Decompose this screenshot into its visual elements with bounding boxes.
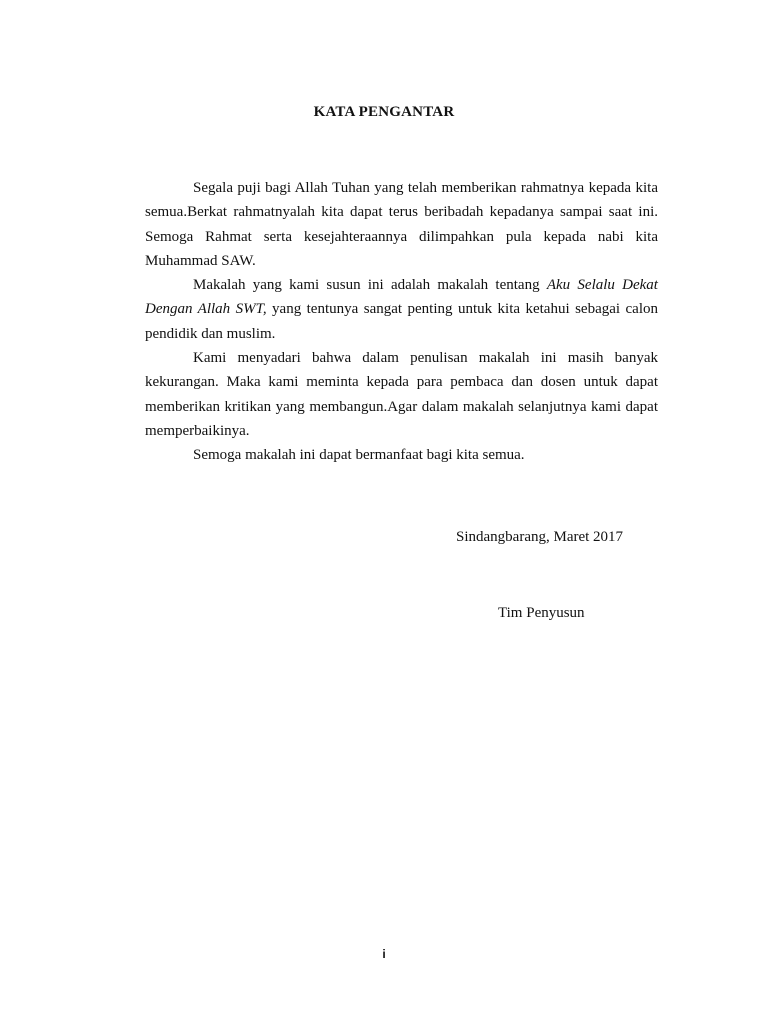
page-number: i <box>382 947 386 961</box>
paragraph-2-after: yang tentunya sangat penting untuk kita ketahui sebagai calon pendidik dan muslim. <box>145 301 658 342</box>
paragraph-3: Kami menyadari bahwa dalam penulisan makalah ini masih banyak kekurangan. Maka kami meminta kepada para pembaca dan dosen untuk dapat memberikan kritikan yang membangun.Agar dalam makalah selanjutnya kami dapat memperbaikinya. <box>145 350 658 439</box>
paragraph-1: Segala puji bagi Allah Tuhan yang telah memberikan rahmatnya kepada kita semua.Berkat rahmatnyalah kita dapat terus beribadah kepadanya sampai saat ini. Semoga Rahmat serta kesejahteraannya dilimpahkan pula kepada nabi kita Muhammad SAW. <box>145 180 658 269</box>
paragraph-4: Semoga makalah ini dapat bermanfaat bagi kita semua. <box>193 447 525 464</box>
paragraph-2-italic-title: Aku Selalu Dekat Dengan Allah SWT, <box>145 277 658 318</box>
place-date: Sindangbarang, Maret 2017 <box>456 529 624 545</box>
paragraph-2-before: Makalah yang kami susun ini adalah makalah tentang <box>193 277 547 294</box>
body-text <box>145 176 658 468</box>
signatory: Tim Penyusun <box>498 605 585 621</box>
paragraph-2 <box>145 273 658 346</box>
page-title: KATA PENGANTAR <box>313 104 455 120</box>
